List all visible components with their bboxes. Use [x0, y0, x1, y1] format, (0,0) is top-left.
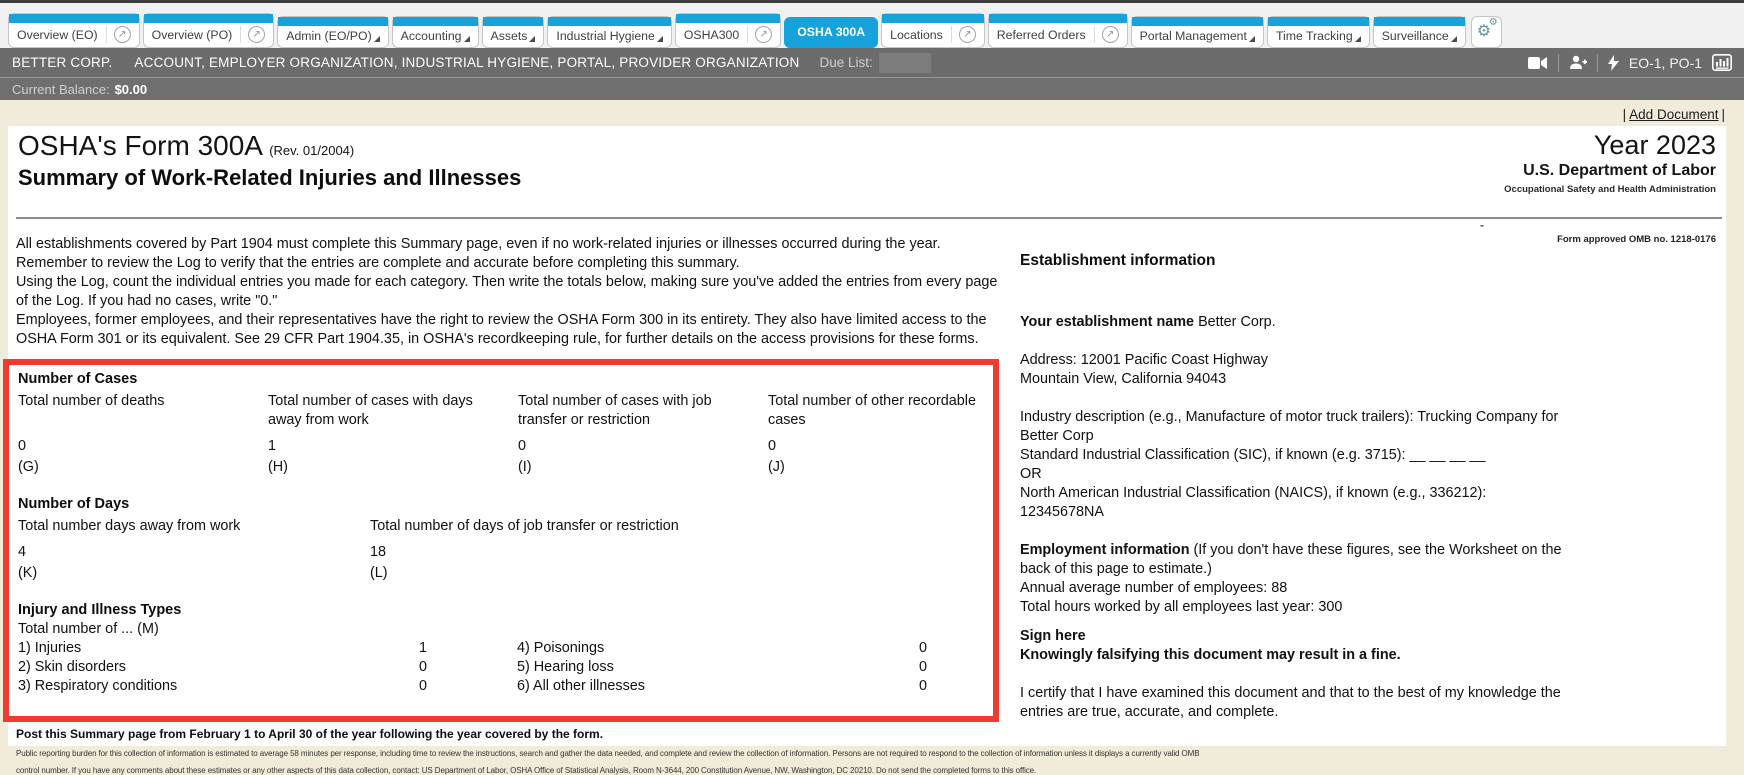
tab-menu-corner-icon [657, 36, 663, 42]
number-of-days-heading: Number of Days [18, 496, 130, 512]
days-value: 4 [18, 544, 27, 560]
tab-divider [106, 26, 107, 43]
tab-body [548, 26, 670, 47]
cases-values-row [18, 437, 993, 456]
case-label: Total number of other recordable cases [768, 393, 976, 428]
case-value: 0 [18, 438, 27, 454]
divider [1597, 54, 1598, 72]
establishment-name-value: Better Corp. [1198, 314, 1276, 330]
tab-label: OSHA 300A [797, 25, 866, 39]
fine-print-line: Public reporting burden for this collection of information is estimated to average 58 minutes per response, including time to review the instructions, search and gather the data needed, and complete and review the collection of information. Persons are not required to respond to the collection of information unless it displays a currently valid OMB [16, 749, 1200, 758]
hours-line: Total hours worked by all employees last year: 300 [1020, 599, 1343, 615]
establishment-address [1020, 351, 1564, 389]
main-tab-bar [0, 3, 1744, 48]
tab-divider [747, 26, 748, 43]
form-header [16, 130, 1722, 195]
tab-body [278, 26, 387, 47]
injury-label: 1) Injuries [18, 640, 82, 656]
fine-print-line: control number. If you have any comments about these estimates or any other aspects of this data collection, contact: US Department of Labor, OSHA Office of Statistical Analysis, Room N-3644, 200 Constitution Avenue, NW, Washington, DC 20210. Do not send the completed forms to this office. [16, 766, 1037, 775]
or-label: OR [1020, 466, 1042, 482]
tab-body [393, 26, 478, 47]
balance-value: $0.00 [114, 81, 148, 97]
case-value: 1 [268, 438, 277, 454]
naics-line: North American Industrial Classification (NAICS), if known (e.g., 336212): 12345678NA [1020, 485, 1487, 520]
account-context: ACCOUNT, EMPLOYER ORGANIZATION, INDUSTRIAL HYGIENE, PORTAL, PROVIDER ORGANIZATION [134, 55, 800, 70]
establishment-name-label: Your establishment name [1020, 314, 1195, 330]
sign-block [1020, 627, 1564, 665]
falsify-warning: Knowingly falsifying this document may result in a fine. [1020, 647, 1401, 663]
tab-body [1374, 26, 1465, 47]
tab-accent [989, 14, 1127, 23]
cases-codes-row [18, 458, 993, 477]
tab-accent [1132, 17, 1263, 26]
tab-accent [1374, 17, 1465, 26]
form-title-text: OSHA's Form 300A [18, 130, 262, 161]
bar-chart-icon[interactable] [1712, 54, 1732, 71]
tab-body [1268, 26, 1369, 47]
tab-surveillance[interactable] [1373, 16, 1466, 48]
tab-menu-corner-icon [374, 36, 380, 42]
tab-body [483, 26, 544, 47]
tab-menu-corner-icon [529, 36, 535, 42]
account-bar [0, 48, 1744, 77]
intro-paragraphs [16, 235, 1012, 349]
sign-here-label: Sign here [1020, 628, 1086, 644]
tab-overview-po[interactable] [143, 13, 275, 48]
tab-label: Overview (PO) [151, 27, 233, 42]
tab-accent [393, 17, 478, 26]
injury-types-subheading: Total number of ... (M) [18, 621, 159, 637]
tab-accent [9, 14, 139, 23]
employment-label: Employment information [1020, 542, 1190, 558]
establishment-name-row [1020, 313, 1564, 332]
case-code: (G) [18, 459, 39, 475]
tab-label: Portal Management [1139, 29, 1247, 43]
org-shortcuts[interactable]: EO-1, PO-1 [1628, 54, 1702, 71]
divider [1558, 54, 1559, 72]
gear-icon: ⚙ [1476, 23, 1492, 40]
tab-label: Time Tracking [1275, 29, 1353, 43]
form-header-left [18, 130, 521, 195]
cases-labels-row [18, 392, 993, 430]
form-header-right [1504, 130, 1716, 195]
pipe-right: | [1721, 107, 1725, 122]
tab-referred-orders[interactable] [988, 13, 1128, 48]
tab-menu-corner-icon [1249, 36, 1255, 42]
tab-accounting[interactable] [392, 16, 479, 48]
establishment-heading: Establishment information [1020, 252, 1216, 269]
tab-label: OSHA300 [683, 27, 740, 42]
employment-note: (If you don't have these figures, see the Worksheet on the back of this page to estimate.) [1020, 542, 1562, 577]
tab-divider [951, 26, 952, 43]
department-label: U.S. Department of Labor [1523, 162, 1716, 179]
days-code: (K) [18, 565, 38, 581]
tab-portal-management[interactable] [1131, 16, 1264, 48]
tab-accent [278, 17, 387, 26]
tab-accent [676, 14, 780, 23]
industry-block [1020, 408, 1564, 522]
gear-small-icon: ⚙ [1488, 17, 1498, 28]
intro-paragraph: Using the Log, count the individual entries you made for each category. Then write the totals below, making sure you've added the entries from every page of the Log. If you had no cases, write "0." [16, 274, 998, 309]
injury-value: 0 [419, 678, 428, 694]
balance-bar [0, 77, 1744, 100]
settings-button[interactable] [1471, 16, 1502, 48]
tab-divider [1094, 26, 1095, 43]
days-label: Total number days away from work [18, 518, 241, 534]
summary-highlight-box [3, 359, 999, 722]
days-value: 18 [370, 544, 387, 560]
tab-accent [483, 17, 544, 26]
days-codes-row [18, 564, 993, 583]
external-link-icon[interactable]: ↗ [1102, 26, 1119, 43]
tab-industrial-hygiene[interactable] [547, 16, 671, 48]
case-code: (H) [268, 459, 288, 475]
tab-label: Accounting [400, 29, 462, 43]
external-link-icon[interactable]: ↗ [114, 26, 131, 43]
case-label: Total number of deaths [18, 393, 165, 409]
lightning-bolt-icon[interactable] [1608, 55, 1619, 71]
tab-locations[interactable] [881, 13, 985, 48]
company-name: BETTER CORP. [12, 55, 113, 70]
number-of-cases-heading: Number of Cases [18, 371, 138, 387]
tab-label: Overview (EO) [17, 27, 98, 42]
injury-label: 3) Respiratory conditions [18, 678, 178, 694]
case-code: (I) [518, 459, 532, 475]
add-user-icon[interactable] [1569, 55, 1587, 70]
days-code: (L) [370, 565, 388, 581]
form-title [18, 130, 521, 162]
due-list-label: Due List: [819, 55, 873, 70]
employment-info-line [1020, 541, 1564, 579]
tab-assets[interactable] [482, 16, 545, 48]
injury-row [18, 639, 993, 658]
tab-body [1132, 26, 1263, 47]
injury-value: 1 [419, 640, 428, 656]
external-link-icon[interactable]: ↗ [959, 26, 976, 43]
tab-divider [240, 26, 241, 43]
tab-overview-eo[interactable] [8, 13, 140, 48]
tab-admin-eo-po[interactable] [277, 16, 388, 48]
tab-label: Locations [890, 27, 943, 42]
injury-row [18, 677, 993, 696]
address-line: Mountain View, California 94043 [1020, 371, 1227, 387]
external-link-icon[interactable]: ↗ [755, 26, 772, 43]
employment-block [1020, 541, 1564, 617]
industry-description: Industry description (e.g., Manufacture of motor truck trailers): Trucking Company for Better Corp [1020, 409, 1559, 444]
tab-label: Industrial Hygiene [556, 29, 655, 43]
tab-accent [882, 14, 984, 23]
employees-line: Annual average number of employees: 88 [1020, 580, 1288, 596]
case-value: 0 [768, 438, 777, 454]
due-list-box[interactable] [879, 53, 931, 73]
tab-menu-corner-icon [1451, 36, 1457, 42]
tab-menu-corner-icon [464, 36, 470, 42]
intro-paragraph: All establishments covered by Part 1904 must complete this Summary page, even if no work-related injuries or illnesses occurred during the year. Remember to review the Log to verify that the entries are complete and accurate before completing this summary. [16, 236, 941, 271]
days-label: Total number of days of job transfer or restriction [370, 518, 679, 534]
tab-body [882, 23, 984, 47]
injury-label: 6) All other illnesses [517, 678, 645, 694]
establishment-column [1020, 235, 1564, 775]
account-bar-actions [1528, 54, 1732, 72]
case-label: Total number of cases with job transfer or restriction [518, 393, 712, 428]
collapsed-dash: - [1480, 218, 1484, 232]
balance-label: Current Balance: [12, 81, 110, 97]
pipe-left: | [1622, 107, 1627, 122]
injury-label: 5) Hearing loss [517, 659, 614, 675]
tab-accent [144, 14, 274, 23]
tab-body [144, 23, 274, 47]
tab-osha300a-active[interactable] [784, 17, 878, 48]
video-camera-icon[interactable] [1528, 56, 1548, 70]
injury-label: 4) Poisonings [517, 640, 605, 656]
external-link-icon[interactable]: ↗ [248, 26, 265, 43]
tab-osha300[interactable] [675, 13, 781, 48]
posting-instruction: Post this Summary page from February 1 to April 30 of the year following the year covered by the form. [16, 727, 604, 741]
injury-value: 0 [919, 659, 928, 675]
injury-value: 0 [419, 659, 428, 675]
form-columns [16, 235, 1722, 775]
tab-label: Referred Orders [996, 27, 1086, 42]
tab-body [785, 18, 877, 47]
tab-body [9, 23, 139, 47]
sic-line: Standard Industrial Classification (SIC), if known (e.g. 3715): __ __ __ __ [1020, 447, 1486, 463]
tab-body [989, 23, 1127, 47]
injury-row [18, 658, 993, 677]
form-year: Year 2023 [1593, 130, 1716, 160]
document-actions-row [0, 100, 1744, 126]
osha-300a-form-panel [8, 126, 1726, 775]
form-subtitle: Summary of Work-Related Injuries and Illnesses [18, 165, 522, 190]
tab-body [676, 23, 780, 47]
days-values-row [18, 543, 993, 562]
tab-time-tracking[interactable] [1267, 16, 1370, 48]
certify-statement: I certify that I have examined this document and that to the best of my knowledge the entries are true, accurate, and complete. [1020, 685, 1561, 720]
injury-value: 0 [919, 640, 928, 656]
days-labels-row [18, 517, 993, 536]
injury-value: 0 [919, 678, 928, 694]
agency-label: Occupational Safety and Health Administration [1504, 184, 1716, 195]
address-line: Address: 12001 Pacific Coast Highway [1020, 352, 1268, 368]
injury-label: 2) Skin disorders [18, 659, 126, 675]
tab-accent [548, 17, 670, 26]
tab-label: Assets [490, 29, 528, 43]
case-code: (J) [768, 459, 785, 475]
header-rule [16, 217, 1722, 219]
add-document-link[interactable]: Add Document [1629, 107, 1719, 122]
form-revision: (Rev. 01/2004) [269, 143, 355, 158]
case-label: Total number of cases with days away from work [268, 393, 473, 428]
intro-paragraph: Employees, former employees, and their representatives have the right to review the OSHA Form 300 in its entirety. They also have limited access to the OSHA Form 301 or its equivalent. See 29 CFR Part 1904.35, in OSHA's recordkeeping rule, for further details on the access provisions for these forms. [16, 312, 987, 347]
omb-approval-note: Form approved OMB no. 1218-0176 [1557, 234, 1716, 245]
tab-label: Admin (EO/PO) [286, 29, 372, 43]
tab-accent [1268, 17, 1369, 26]
tab-label: Surveillance [1381, 29, 1449, 43]
case-value: 0 [518, 438, 527, 454]
tab-menu-corner-icon [1355, 36, 1361, 42]
injury-types-heading: Injury and Illness Types [18, 602, 182, 618]
